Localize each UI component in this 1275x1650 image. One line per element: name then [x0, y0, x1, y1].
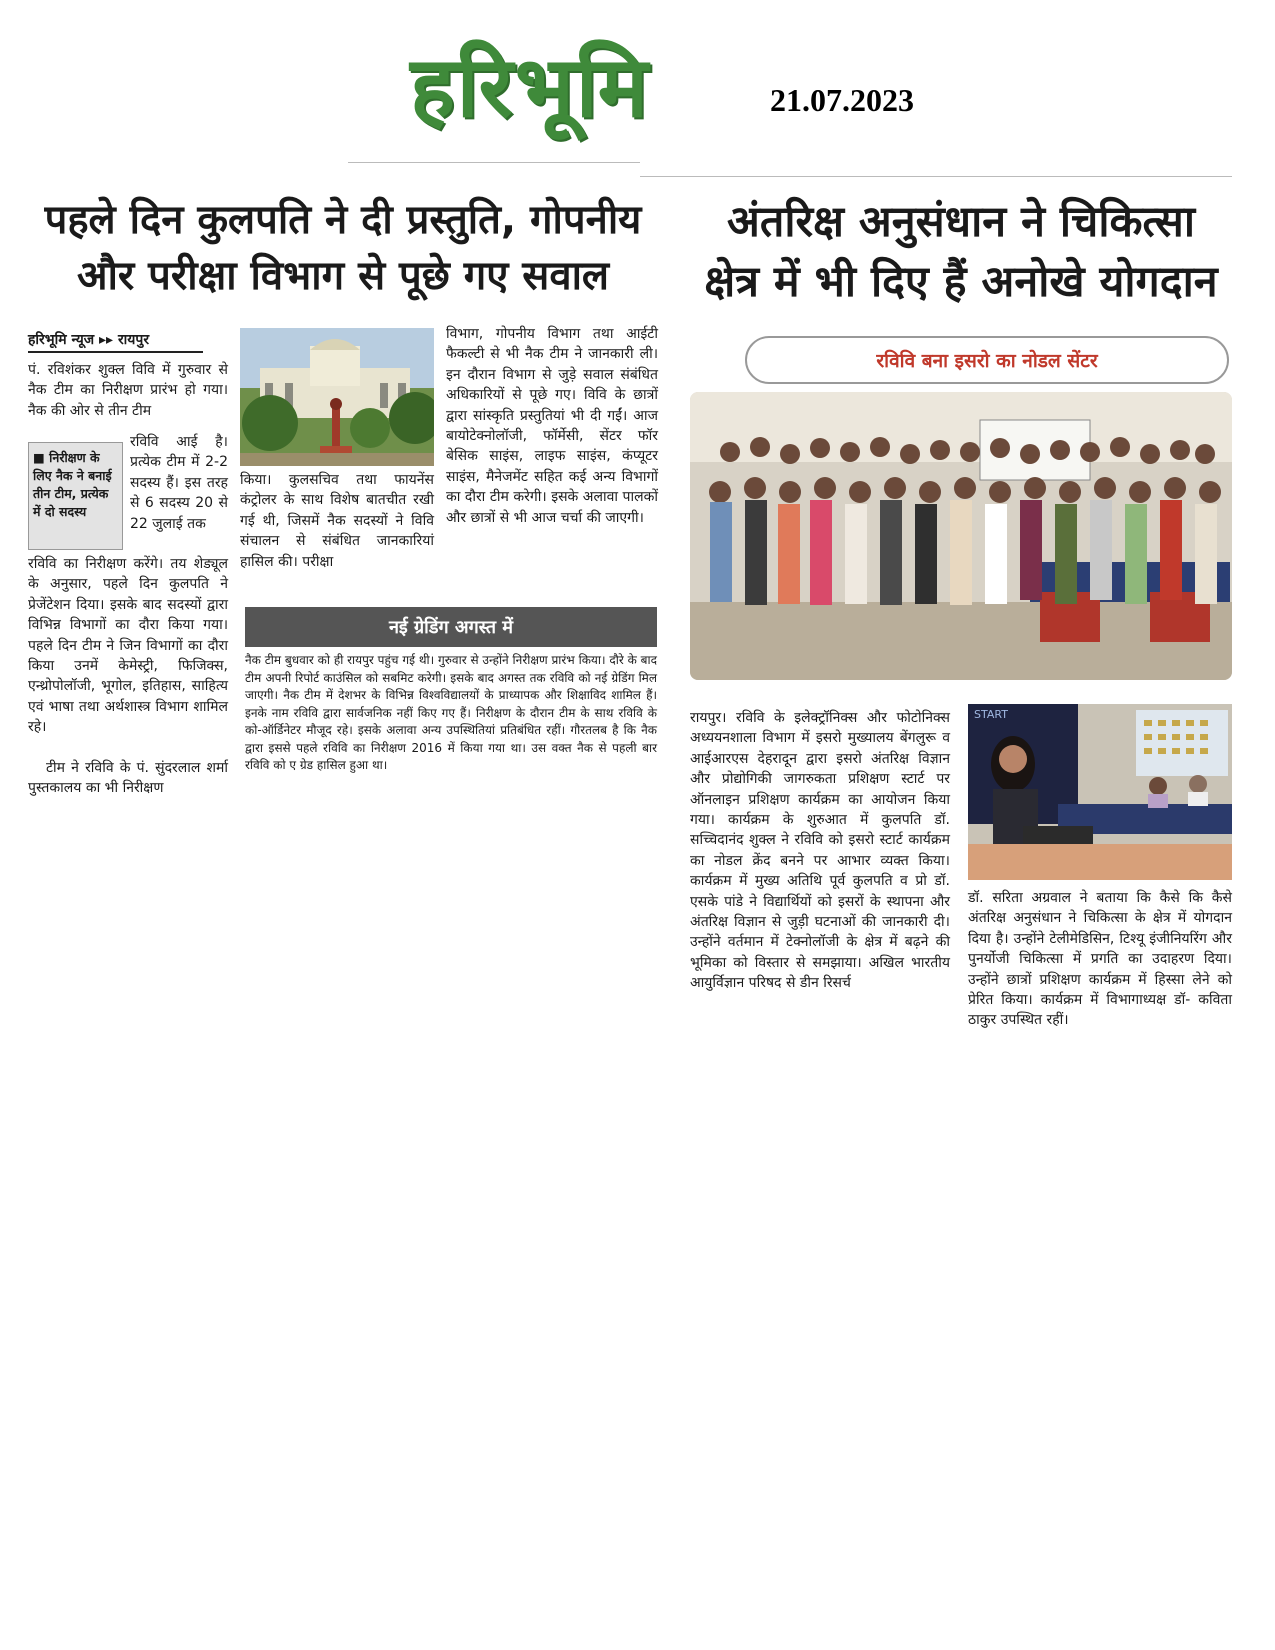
publication-date: 21.07.2023 — [770, 82, 914, 118]
screen-text: START — [974, 708, 1008, 721]
group-photo — [690, 392, 1232, 680]
divider — [348, 162, 640, 163]
left-headline-line1: पहले दिन कुलपति ने दी प्रस्तुति, गोपनीय — [44, 197, 642, 243]
left-headline — [28, 192, 658, 304]
right-headline-line1: अंतरिक्ष अनुसंधान ने चिकित्सा — [726, 197, 1196, 247]
newspaper-logo — [340, 28, 720, 138]
right-headline — [676, 192, 1246, 312]
left-col1-bottom2: टीम ने रविवि के पं. सुंदरलाल शर्मा पुस्तकालय का भी निरीक्षण — [28, 760, 228, 797]
right-col1-text: रायपुर। रविवि के इलेक्ट्रॉनिक्स और फोटोनिक्स अध्ययनशाला विभाग में इसरो मुख्यालय बेंगलुरू व आईआरएस देहरादून द्वारा इसरो अंतरिक्ष विज्ञान और प्रोद्योगिकी जागरुकता प्रशिक्षण स्टार्ट पर ऑनलाइन प्रशिक्षण कार्यक्रम का आयोजन किया गया। कार्यक्रम के शुरुआत में कुलपति डॉ. सच्चिदानंद शुक्ल ने रविवि को इसरो स्टार्ट कार्यक्रम का नोडल क्रेंद बनने पर आभार व्यक्त किया। कार्यक्रम में मुख्य अतिथि पूर्व कुलपति व प्रो डॉ. एसके पांडे ने विद्यार्थियों को इसरों के स्थापना और अंतरिक्ष विज्ञान से जुड़ी घटनाओं की जानकारी दी। उन्होंने वर्तमान में टेक्नोलॉजी के क्षेत्र में बढ़ने की भूमिका को विस्तार से समझाया। अखिल भारतीय आयुर्विज्ञान परिषद से डीन रिसर्च — [690, 710, 950, 992]
left-col1-top: पं. रविशंकर शुक्ल विवि में गुरुवार से नैक टीम का निरीक्षण प्रारंभ हो गया। नैक की ओर से तीन टीम — [28, 362, 228, 419]
left-headline-line2: और परीक्षा विभाग से पूछे गए सवाल — [76, 253, 610, 299]
right-headline-line2: क्षेत्र में भी दिए हैं अनोखे योगदान — [704, 257, 1218, 307]
left-col3-text: विभाग, गोपनीय विभाग तथा आईटी फैकल्टी से भी नैक टीम ने जानकारी ली। इन दौरान विभाग से जुड़े सवाल संबंधित अधिकारियों से पूछे गए। विवि के छात्रों द्वारा सांस्कृति प्रस्तुतियां भी दी गईं। आज बायोटेक्नोलॉजी, फॉर्मेसी, सेंटर फॉर बेसिक साइंस, लाइफ साइंस, कंप्यूटर साइंस, मैनेजमेंट सहित कई अन्य विभागों का दौरा टीम करेगी। इसके अलावा पालकों और छात्रों से भी आज चर्चा की जाएगी। — [446, 326, 658, 526]
sub-headline: नई ग्रेडिंग अगस्त में — [245, 607, 657, 647]
divider — [640, 176, 1232, 177]
logo-text: हरिभूमि — [410, 37, 650, 136]
sub-text: नैक टीम बुधवार को ही रायपुर पहुंच गई थी। गुरुवार से उन्होंने निरीक्षण प्रारंभ किया। दौरे के बाद टीम अपनी रिपोर्ट काउंसिल को सबमिट करेगी। इसके बाद अगस्त तक रविवि को नई ग्रेडिंग मिल जाएगी। नैक टीम में देशभर के विभिन्न विश्वविद्यालयों के प्राध्यापक और शिक्षाविद शामिल हैं। इनके नाम रविवि द्वारा सार्वजनिक नहीं किए गए हैं। निरीक्षण के दौरान टीम के साथ रविवि के को-ऑर्डिनेटर मौजूद रहे। इसके अलावा अन्य उपस्थितियां प्रतिबंधित रहीं। गौरतलब है कि नैक द्वारा इससे पहले रविवि का निरीक्षण 2016 में किया गया था। उस वक्त नैक से पहली बार रविवि को ए ग्रेड हासिल हुआ था। — [245, 653, 657, 772]
left-col1-side: रविवि आई है। प्रत्येक टीम में 2-2 सदस्य हैं। इस तरह से 6 सदस्य 20 से 22 जुलाई तक — [130, 434, 228, 532]
right-col2-text: डॉ. सरिता अग्रवाल ने बताया कि कैसे कि कैसे अंतरिक्ष अनुसंधान ने चिकित्सा के क्षेत्र में योगदान दिया है। उन्होंने टेलीमेडिसिन, टिश्यू इंजीनियरिंग और पुनर्योजी चिकित्सा में प्रगति का उदाहरण दिया। उन्होंने छात्रों प्रशिक्षण कार्यक्रम में हिस्सा लेने को प्रेरित किया। कार्यक्रम में विभागाध्यक्ष डॉ- कविता ठाकुर उपस्थित रहीं। — [968, 890, 1232, 1029]
left-col2-text: किया। कुलसचिव तथा फायनेंस कंट्रोलर के साथ विशेष बातचीत रखी गई थी, जिसमें नैक सदस्यों ने विवि संचालन से संबंधित जानकारियां हासिल की। परीक्षा — [240, 472, 434, 570]
speaker-photo — [968, 704, 1232, 880]
left-col1-bottom: रविवि का निरीक्षण करेंगे। तय शेड्यूल के अनुसार, पहले दिन कुलपति ने प्रेजेंटेशन दिया। इसके बाद सदस्यों द्वारा विभिन्न विभागों का दौरा किया गया। पहले दिन टीम ने जिन विभागों का दौरा किया उनमें केमेस्ट्री, फिजिक्स, एन्थ्रोपोलॉजी, भूगोल, इतिहास, साहित्य एवं भाषा तथा अर्थशास्त्र विभाग शामिल रहे। — [28, 556, 228, 736]
tagline-pill: रविवि बना इसरो का नोडल सेंटर — [745, 336, 1229, 384]
campus-photo — [240, 328, 434, 466]
byline: हरिभूमि न्यूज ▸▸ रायपुर — [28, 330, 203, 353]
info-box: ■ निरीक्षण के लिए नैक ने बनाई तीन टीम, प्रत्येक में दो सदस्य — [28, 442, 123, 550]
